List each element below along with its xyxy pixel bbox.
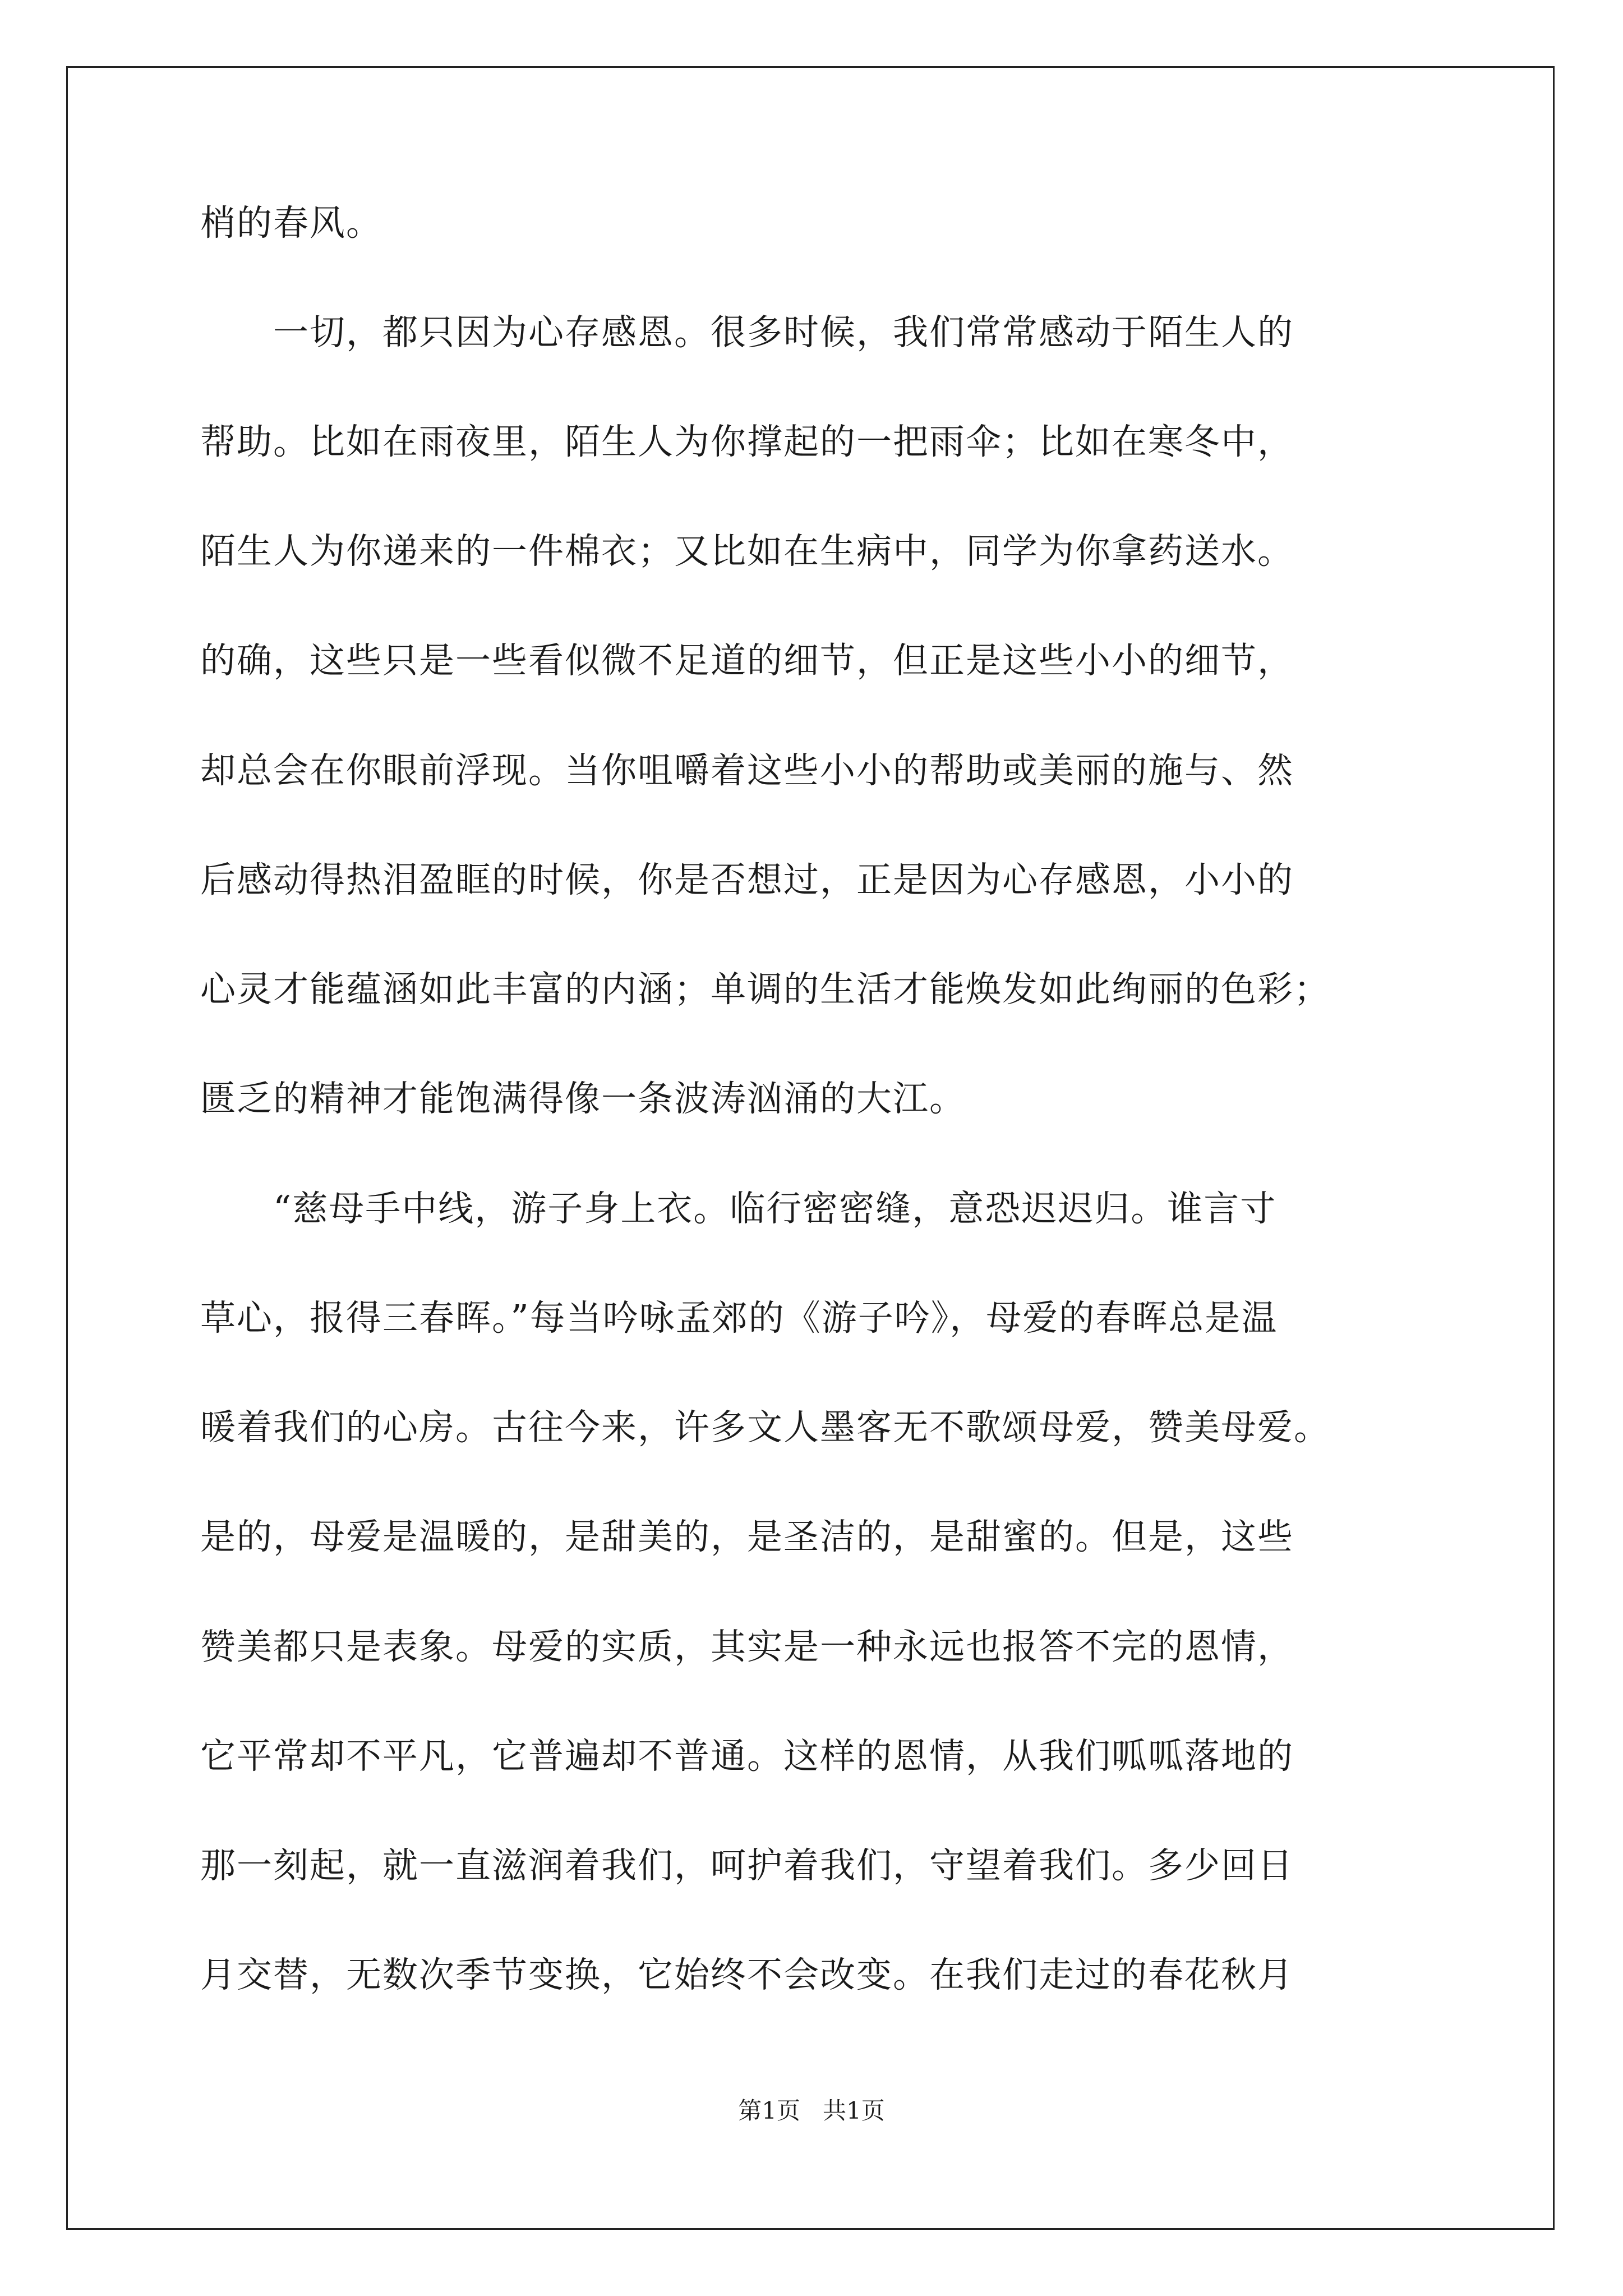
text-line: 赞美都只是表象。母爱的实质，其实是一种永远也报答不完的恩情， [200,1626,1294,1667]
text-line: 一切，都只因为心存感恩。很多时候，我们常常感动于陌生人的 [200,312,1294,353]
text-line: 那一刻起，就一直滋润着我们，呵护着我们，守望着我们。多少回日 [200,1845,1294,1886]
text-line: 的确，这些只是一些看似微不足道的细节，但正是这些小小的细节， [200,640,1294,681]
text-line: 陌生人为你递来的一件棉衣；又比如在生病中，同学为你拿药送水。 [200,531,1294,572]
text-line: 匮乏的精神才能饱满得像一条波涛汹涌的大江。 [200,1078,966,1119]
text-line: 后感动得热泪盈眶的时候，你是否想过，正是因为心存感恩，小小的 [200,859,1294,900]
text-line: 暖着我们的心房。古往今来，许多文人墨客无不歌颂母爱，赞美母爱。 [200,1407,1330,1448]
page-number: 第1页 [738,2097,800,2124]
text-line: “慈母手中线，游子身上衣。临行密密缝，意恐迟迟归。谁言寸 [200,1188,1277,1229]
text-line: 心灵才能蕴涵如此丰富的内涵；单调的生活才能焕发如此绚丽的色彩； [200,969,1330,1010]
text-line: 帮助。比如在雨夜里，陌生人为你撑起的一把雨伞；比如在寒冬中， [200,421,1294,462]
text-line: 是的，母爱是温暖的，是甜美的，是圣洁的，是甜蜜的。但是，这些 [200,1516,1294,1557]
page-border [66,66,1555,2230]
text-line: 却总会在你眼前浮现。当你咀嚼着这些小小的帮助或美丽的施与、然 [200,750,1294,791]
page-count: 共1页 [823,2097,885,2124]
text-line: 草心，报得三春晖。”每当吟咏孟郊的《游子吟》，母爱的春晖总是温 [200,1297,1278,1338]
text-line: 它平常却不平凡，它普遍却不普通。这样的恩情，从我们呱呱落地的 [200,1736,1294,1777]
text-line: 月交替，无数次季节变换，它始终不会改变。在我们走过的春花秋月 [200,1954,1294,1995]
text-line: 梢的春风。 [200,203,382,243]
page-footer [0,2097,1623,2125]
